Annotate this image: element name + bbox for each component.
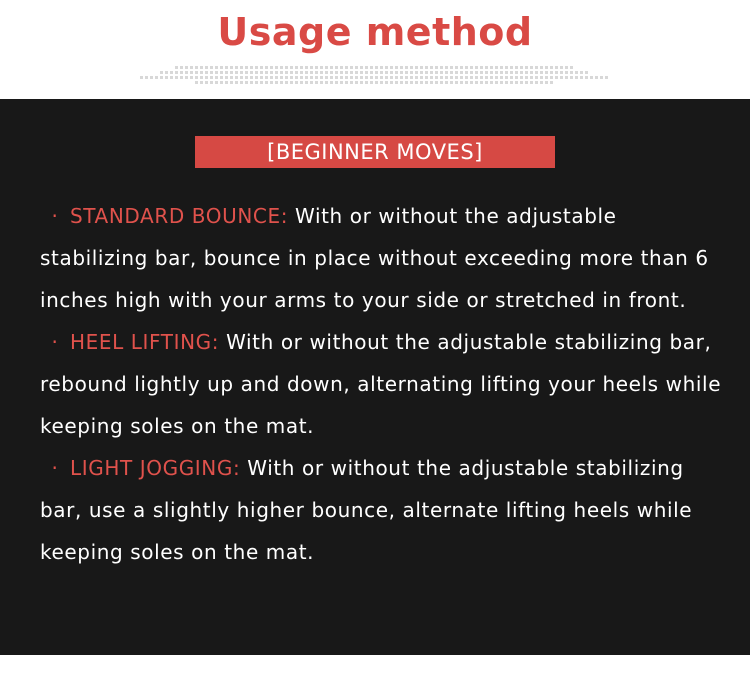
fine-print-decoration [0, 66, 750, 86]
section-badge: [BEGINNER MOVES] [195, 136, 555, 168]
move-item [40, 447, 730, 573]
header [0, 0, 750, 99]
fine-print-line [140, 76, 610, 79]
bullet-icon: · [51, 330, 59, 354]
fine-print-line [160, 71, 590, 74]
moves-list [40, 195, 730, 573]
move-description: With or without the adjustable stabilizing bar, bounce in place without exceeding more than 6 inches high with your arms to your side or stretched in front. [40, 204, 709, 312]
bullet-icon: · [51, 204, 59, 228]
fine-print-line [195, 81, 555, 84]
move-item [40, 321, 730, 447]
fine-print-line [175, 66, 575, 69]
move-term: LIGHT JOGGING: [70, 456, 241, 480]
bullet-icon: · [51, 456, 59, 480]
move-term: STANDARD BOUNCE: [70, 204, 289, 228]
instructions-panel [0, 99, 750, 655]
move-description: With or without the adjustable stabilizing bar, rebound lightly up and down, alternating lifting your heels while keeping soles on the mat. [40, 330, 722, 438]
move-description: With or without the adjustable stabilizing bar, use a slightly higher bounce, alternate lifting heels while keeping soles on the mat. [40, 456, 693, 564]
page-title: Usage method [217, 10, 533, 54]
move-item [40, 195, 730, 321]
move-term: HEEL LIFTING: [70, 330, 220, 354]
bottom-margin [0, 655, 750, 685]
